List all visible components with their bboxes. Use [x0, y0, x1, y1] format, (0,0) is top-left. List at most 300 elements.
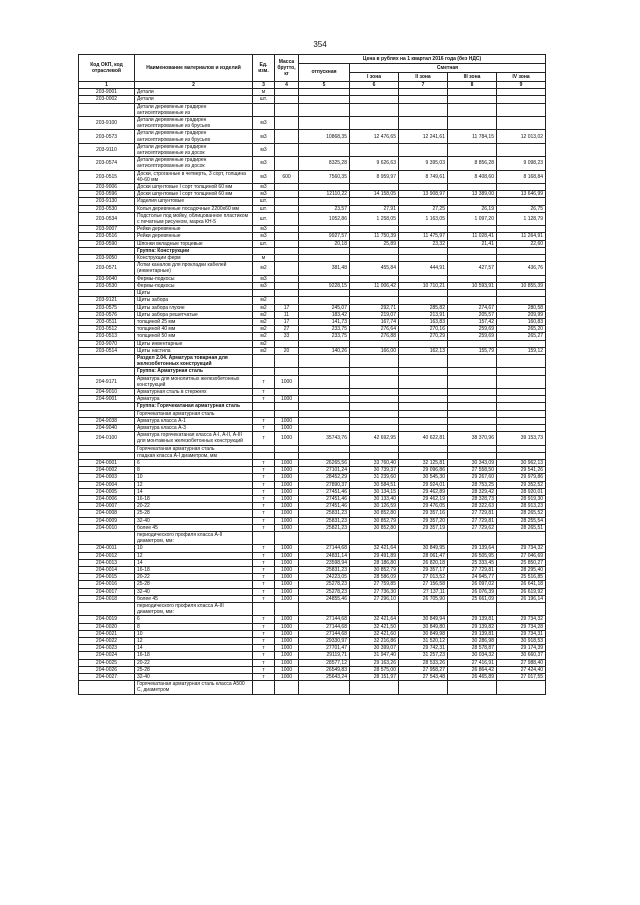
cell-zone-1 — [350, 452, 399, 459]
cell-name: Изделия шпунтовые — [135, 198, 253, 205]
cell-zone-4: 280,58 — [497, 304, 546, 311]
cell-zone-2: 9 395,03 — [399, 157, 448, 170]
table-row — [79, 652, 546, 659]
cell-zone-3: 29 139,81 — [448, 630, 497, 637]
cell-name: Колья деревянные посадочные 2200х60 мм — [135, 205, 253, 212]
cell-zone-3 — [448, 255, 497, 262]
cell-zone-4: 30 962,13 — [497, 459, 546, 466]
cell-code — [79, 532, 135, 545]
cell-code: 204-0020 — [79, 623, 135, 630]
cell-zone-1: 27 759,85 — [350, 581, 399, 588]
cell-name: Детали деревянные градирен антисептированные из досок — [135, 157, 253, 170]
cell-mass — [275, 198, 299, 205]
cell-release-price — [299, 226, 350, 233]
cell-name: Щиты забора решетчатые — [135, 311, 253, 318]
cell-zone-1: 14 158,05 — [350, 191, 399, 198]
cell-zone-3 — [448, 417, 497, 424]
col-number: 3 — [253, 82, 275, 89]
cell-mass — [275, 89, 299, 96]
cell-zone-4 — [497, 452, 546, 459]
cell-name: толщиной 50 мм — [135, 333, 253, 340]
table-row — [79, 495, 546, 502]
price-table — [78, 54, 546, 695]
cell-zone-1 — [350, 340, 399, 347]
cell-zone-4: 8 168,84 — [497, 170, 546, 183]
cell-code: 204-0007 — [79, 503, 135, 510]
cell-release-price: 141,73 — [299, 318, 350, 325]
table-row — [79, 255, 546, 262]
cell-zone-1: 30 399,07 — [350, 645, 399, 652]
cell-unit — [253, 452, 275, 459]
cell-zone-1 — [350, 532, 399, 545]
section-row — [79, 247, 546, 254]
cell-zone-3: 28 322,63 — [448, 503, 497, 510]
cell-zone-3: 1 097,20 — [448, 212, 497, 225]
cell-mass — [275, 388, 299, 395]
cell-zone-4: 27 988,40 — [497, 659, 546, 666]
cell-zone-2: 13 908,97 — [399, 191, 448, 198]
cell-zone-4 — [497, 388, 546, 395]
table-row — [79, 326, 546, 333]
cell-release-price: 27144,68 — [299, 623, 350, 630]
cell-name: Арматура — [135, 396, 253, 403]
cell-zone-4 — [497, 681, 546, 694]
cell-code: 203-0571 — [79, 262, 135, 275]
cell-mass: 1000 — [275, 467, 299, 474]
table-row — [79, 481, 546, 488]
cell-release-price: 35743,76 — [299, 432, 350, 445]
cell-zone-3: 29 139,82 — [448, 623, 497, 630]
cell-zone-2: 27 013,52 — [399, 574, 448, 581]
cell-unit: м3 — [253, 170, 275, 183]
cell-name: 25-28 — [135, 581, 253, 588]
cell-mass: 1000 — [275, 495, 299, 502]
cell-name: Фермы-подкосы — [135, 275, 253, 282]
cell-name: Арматурная сталь в стержнях — [135, 388, 253, 395]
cell-mass: 1000 — [275, 674, 299, 681]
cell-code: 203-9070 — [79, 340, 135, 347]
cell-code: 204-0013 — [79, 559, 135, 566]
cell-zone-1: 9 626,63 — [350, 157, 399, 170]
cell-release-price — [299, 396, 350, 403]
cell-unit: т — [253, 574, 275, 581]
cell-code: 203-0002 — [79, 96, 135, 103]
cell-code: 203-0573 — [79, 130, 135, 143]
table-row — [79, 311, 546, 318]
cell-zone-1 — [350, 96, 399, 103]
cell-zone-2: 27 156,58 — [399, 581, 448, 588]
cell-zone-2 — [399, 275, 448, 282]
cell-unit — [253, 403, 275, 410]
table-row — [79, 623, 546, 630]
cell-mass — [275, 117, 299, 130]
cell-zone-2: 270,29 — [399, 333, 448, 340]
cell-unit: м2 — [253, 304, 275, 311]
cell-zone-1 — [350, 226, 399, 233]
cell-release-price — [299, 375, 350, 388]
cell-mass: 17 — [275, 318, 299, 325]
table-row — [79, 340, 546, 347]
cell-zone-3 — [448, 117, 497, 130]
cell-name: Группа: Конструкции — [135, 247, 253, 254]
cell-code: 204-0026 — [79, 666, 135, 673]
cell-release-price — [299, 354, 350, 367]
cell-code: 204-9010 — [79, 388, 135, 395]
cell-mass: 1000 — [275, 559, 299, 566]
cell-unit: т — [253, 488, 275, 495]
table-row — [79, 567, 546, 574]
cell-code: 204-9001 — [79, 396, 135, 403]
cell-code: 204-0010 — [79, 524, 135, 531]
cell-zone-3: 38 370,96 — [448, 432, 497, 445]
cell-zone-3: 26 097,02 — [448, 581, 497, 588]
cell-zone-4: 27 017,55 — [497, 674, 546, 681]
col-header-zone-2: II зона — [399, 73, 448, 82]
cell-mass: 600 — [275, 170, 299, 183]
cell-unit: т — [253, 424, 275, 431]
cell-zone-4: 13 646,99 — [497, 191, 546, 198]
cell-zone-1 — [350, 198, 399, 205]
cell-release-price — [299, 247, 350, 254]
cell-zone-3 — [448, 375, 497, 388]
cell-zone-1: 28 586,09 — [350, 574, 399, 581]
cell-name: Детали деревянные градирен антисептированные из брусьев — [135, 117, 253, 130]
table-row — [79, 459, 546, 466]
cell-zone-4 — [497, 297, 546, 304]
table-row — [79, 333, 546, 340]
cell-name: 20-22 — [135, 574, 253, 581]
cell-zone-3 — [448, 403, 497, 410]
cell-unit: т — [253, 524, 275, 531]
cell-code: 204-0002 — [79, 467, 135, 474]
cell-zone-3: 11 028,41 — [448, 233, 497, 240]
cell-unit: м — [253, 255, 275, 262]
cell-zone-4 — [497, 89, 546, 96]
cell-code: 204-0012 — [79, 552, 135, 559]
cell-zone-4 — [497, 532, 546, 545]
cell-code: 203-0534 — [79, 212, 135, 225]
cell-unit: т — [253, 659, 275, 666]
cell-zone-1: 167,74 — [350, 318, 399, 325]
cell-zone-1: 8 959,97 — [350, 170, 399, 183]
cell-zone-3: 29 139,64 — [448, 545, 497, 552]
cell-zone-2: 26 705,90 — [399, 595, 448, 602]
cell-release-price: 27890,37 — [299, 481, 350, 488]
cell-zone-1: 32 421,64 — [350, 616, 399, 623]
cell-zone-4: 22,60 — [497, 240, 546, 247]
cell-mass — [275, 184, 299, 191]
cell-code — [79, 452, 135, 459]
table-row — [79, 212, 546, 225]
cell-zone-3 — [448, 340, 497, 347]
cell-release-price: 183,42 — [299, 311, 350, 318]
cell-mass — [275, 226, 299, 233]
cell-zone-2 — [399, 117, 448, 130]
cell-name: 12 — [135, 552, 253, 559]
cell-name: Доски шпунтовые I сорт толщиной 60 мм — [135, 191, 253, 198]
cell-unit: м3 — [253, 191, 275, 198]
table-row — [79, 282, 546, 289]
cell-release-price: 8325,28 — [299, 157, 350, 170]
cell-zone-3 — [448, 368, 497, 375]
cell-unit: м3 — [253, 184, 275, 191]
cell-name: Арматура класса А-1 — [135, 417, 253, 424]
cell-zone-2 — [399, 354, 448, 367]
cell-zone-1 — [350, 103, 399, 116]
cell-zone-1 — [350, 297, 399, 304]
cell-name: 6 — [135, 616, 253, 623]
cell-code: 204-0001 — [79, 459, 135, 466]
cell-zone-1 — [350, 410, 399, 417]
cell-zone-4 — [497, 226, 546, 233]
cell-zone-4: 29 734,32 — [497, 545, 546, 552]
cell-release-price: 26265,56 — [299, 459, 350, 466]
cell-zone-3: 28 329,42 — [448, 488, 497, 495]
cell-zone-3: 26 076,39 — [448, 588, 497, 595]
table-row — [79, 467, 546, 474]
cell-zone-2: 29 462,19 — [399, 495, 448, 502]
cell-name: Фермы-подкосы — [135, 282, 253, 289]
cell-release-price: 24855,46 — [299, 595, 350, 602]
cell-unit — [253, 247, 275, 254]
cell-zone-3 — [448, 388, 497, 395]
cell-zone-1: 31 947,40 — [350, 652, 399, 659]
table-row — [79, 574, 546, 581]
cell-name: Горячекатаная арматурная сталь — [135, 410, 253, 417]
cell-release-price — [299, 275, 350, 282]
cell-zone-4 — [497, 417, 546, 424]
table-row — [79, 347, 546, 354]
cell-release-price — [299, 368, 350, 375]
cell-zone-2 — [399, 89, 448, 96]
cell-zone-4 — [497, 368, 546, 375]
cell-zone-2 — [399, 96, 448, 103]
cell-zone-1 — [350, 89, 399, 96]
cell-code: 203-9100 — [79, 117, 135, 130]
cell-zone-1 — [350, 143, 399, 156]
cell-mass — [275, 262, 299, 275]
cell-name: 32-40 — [135, 588, 253, 595]
cell-release-price: 27144,68 — [299, 630, 350, 637]
cell-mass — [275, 240, 299, 247]
cell-mass: 17 — [275, 304, 299, 311]
table-row — [79, 304, 546, 311]
cell-unit: т — [253, 645, 275, 652]
cell-code: 204-0011 — [79, 545, 135, 552]
cell-release-price: 27451,46 — [299, 503, 350, 510]
cell-release-price — [299, 603, 350, 616]
cell-zone-2 — [399, 417, 448, 424]
cell-release-price: 25821,23 — [299, 524, 350, 531]
cell-release-price: 27144,68 — [299, 616, 350, 623]
cell-name: Доски шпунтовые I сорт толщиной 60 мм — [135, 184, 253, 191]
cell-name: Детали деревянные градирен антисептированные из — [135, 103, 253, 116]
table-row — [79, 117, 546, 130]
cell-zone-3: 30 034,32 — [448, 652, 497, 659]
cell-mass: 1000 — [275, 574, 299, 581]
cell-zone-4: 26 196,14 — [497, 595, 546, 602]
cell-zone-4 — [497, 403, 546, 410]
cell-unit: т — [253, 517, 275, 524]
cell-mass — [275, 205, 299, 212]
price-table-sheet — [78, 54, 545, 695]
cell-zone-3: 11 784,15 — [448, 130, 497, 143]
table-row — [79, 233, 546, 240]
cell-zone-4: 1 128,79 — [497, 212, 546, 225]
cell-release-price: 9927,57 — [299, 233, 350, 240]
cell-zone-4 — [497, 354, 546, 367]
cell-mass: 1000 — [275, 652, 299, 659]
cell-zone-2: 29 742,31 — [399, 645, 448, 652]
cell-zone-1 — [350, 396, 399, 403]
table-row — [79, 452, 546, 459]
cell-name: 16-18 — [135, 495, 253, 502]
cell-zone-3: 274,67 — [448, 304, 497, 311]
cell-release-price — [299, 532, 350, 545]
cell-zone-1: 30 739,37 — [350, 467, 399, 474]
col-header-estimate: Сметная — [350, 64, 546, 73]
cell-code: 204-9171 — [79, 375, 135, 388]
cell-name: 16-18 — [135, 652, 253, 659]
cell-mass: 1000 — [275, 616, 299, 623]
cell-name: Детали — [135, 89, 253, 96]
cell-unit: т — [253, 595, 275, 602]
cell-zone-2 — [399, 452, 448, 459]
cell-zone-4: 28 919,30 — [497, 495, 546, 502]
cell-zone-2: 30 849,80 — [399, 623, 448, 630]
cell-unit — [253, 290, 275, 297]
col-number: 6 — [350, 82, 399, 89]
cell-unit — [253, 603, 275, 616]
cell-release-price: 381,48 — [299, 262, 350, 275]
cell-code: 204-9040 — [79, 424, 135, 431]
cell-zone-1: 29 163,26 — [350, 659, 399, 666]
table-row — [79, 488, 546, 495]
cell-release-price: 20,18 — [299, 240, 350, 247]
cell-release-price — [299, 198, 350, 205]
cell-mass — [275, 233, 299, 240]
table-row — [79, 410, 546, 417]
cell-name: 25-28 — [135, 510, 253, 517]
cell-zone-4: 29 734,32 — [497, 616, 546, 623]
cell-mass: 11 — [275, 311, 299, 318]
cell-unit: т — [253, 459, 275, 466]
cell-zone-4: 30 918,53 — [497, 638, 546, 645]
cell-name: 20-22 — [135, 503, 253, 510]
cell-zone-1: 30 852,79 — [350, 567, 399, 574]
cell-name: 12 — [135, 481, 253, 488]
col-header-zone-4: IV зона — [497, 73, 546, 82]
cell-zone-4: 27 424,40 — [497, 666, 546, 673]
cell-name: Доски, строганные в четверть, 3 сорт, толщина 40-60 мм — [135, 170, 253, 183]
cell-code: 204-0003 — [79, 474, 135, 481]
cell-release-price — [299, 89, 350, 96]
cell-zone-2: 23,32 — [399, 240, 448, 247]
col-header-zone-3: III зона — [448, 73, 497, 82]
cell-zone-3: 26 864,42 — [448, 666, 497, 673]
cell-zone-4 — [497, 603, 546, 616]
cell-zone-4 — [497, 340, 546, 347]
cell-zone-1 — [350, 417, 399, 424]
page-number: 354 — [313, 40, 327, 49]
cell-zone-1: 11 750,39 — [350, 233, 399, 240]
col-number: 4 — [275, 82, 299, 89]
cell-zone-2 — [399, 255, 448, 262]
cell-unit: т — [253, 666, 275, 673]
cell-zone-2: 30 545,30 — [399, 474, 448, 481]
table-row — [79, 595, 546, 602]
cell-code — [79, 368, 135, 375]
cell-code: 203-0530 — [79, 205, 135, 212]
cell-zone-4 — [497, 424, 546, 431]
table-row — [79, 143, 546, 156]
cell-unit: т — [253, 495, 275, 502]
cell-zone-1 — [350, 375, 399, 388]
cell-zone-4: 28 255,54 — [497, 517, 546, 524]
cell-mass: 1000 — [275, 375, 299, 388]
cell-zone-1: 28 186,80 — [350, 559, 399, 566]
cell-code: 203-9110 — [79, 143, 135, 156]
cell-unit: т — [253, 375, 275, 388]
cell-zone-4: 30 660,37 — [497, 652, 546, 659]
cell-release-price — [299, 681, 350, 694]
cell-zone-1 — [350, 368, 399, 375]
cell-mass: 1000 — [275, 630, 299, 637]
cell-name: Арматура для монолитных железобетонных конструкций — [135, 375, 253, 388]
cell-code: 204-0022 — [79, 638, 135, 645]
cell-zone-2 — [399, 410, 448, 417]
cell-zone-3 — [448, 96, 497, 103]
table-row — [79, 666, 546, 673]
cell-zone-3 — [448, 532, 497, 545]
cell-code: 203-0596 — [79, 191, 135, 198]
cell-unit: м2 — [253, 333, 275, 340]
col-header-price-group: Цена в рублях на 1 квартал 2016 года (без НДС) — [299, 55, 546, 64]
cell-code: 204-0015 — [79, 574, 135, 581]
cell-zone-3 — [448, 354, 497, 367]
cell-zone-2: 163,83 — [399, 318, 448, 325]
cell-release-price — [299, 388, 350, 395]
cell-name: 8 — [135, 467, 253, 474]
cell-zone-4 — [497, 445, 546, 452]
cell-code: 203-0530 — [79, 282, 135, 289]
cell-zone-4: 28 913,23 — [497, 503, 546, 510]
cell-unit: м2 — [253, 311, 275, 318]
cell-release-price: 27451,46 — [299, 495, 350, 502]
cell-zone-4: 159,12 — [497, 347, 546, 354]
cell-zone-4: 25 516,85 — [497, 574, 546, 581]
cell-zone-1: 30 133,40 — [350, 495, 399, 502]
cell-code: 204-9038 — [79, 417, 135, 424]
col-header-release-price: отпускная — [299, 64, 350, 82]
cell-zone-1: 30 852,80 — [350, 510, 399, 517]
cell-mass — [275, 410, 299, 417]
cell-mass — [275, 282, 299, 289]
cell-zone-1 — [350, 184, 399, 191]
cell-name: периодического профиля класса А-III диаметром, мм: — [135, 603, 253, 616]
cell-zone-1: 33 760,40 — [350, 459, 399, 466]
cell-name: Рейки деревянные — [135, 226, 253, 233]
table-row — [79, 205, 546, 212]
cell-mass: 1000 — [275, 645, 299, 652]
col-number: 5 — [299, 82, 350, 89]
cell-unit — [253, 532, 275, 545]
cell-unit: м3 — [253, 282, 275, 289]
cell-zone-2 — [399, 368, 448, 375]
cell-zone-1 — [350, 117, 399, 130]
cell-name: Щиты настила — [135, 347, 253, 354]
table-row — [79, 198, 546, 205]
